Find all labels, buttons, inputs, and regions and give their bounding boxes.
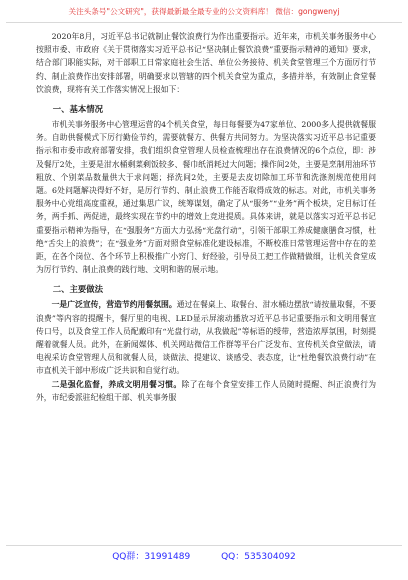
practice-lead-2: 二是强化监督，养成文明用餐习惯。 bbox=[51, 379, 182, 389]
practice-lead-1: 一是广泛宣传，营造节约用餐氛围。 bbox=[51, 300, 177, 310]
practice-text-2: 除了在每个食堂安排工作人员随时提醒、纠正浪费行为外，市纪委派驻纪检组干部、机关事务服 bbox=[36, 379, 376, 402]
section-heading-basic: 一、基本情况 bbox=[52, 104, 104, 115]
footer-divider bbox=[6, 545, 402, 546]
practice-text-1: 通过在餐桌上、取餐台、泔水桶边摆放“请按量取餐，不要浪费”等内容的提醒卡，餐厅里的电视、LED显示屏滚动播放习近平总书记重要指示和文明用餐宣传口号，以及食堂工作人员配戴印有“光盘行动，从我做起”等标语的绶带，营造浓厚氛围，时刻提醒着就餐人员。此外，在新闻媒体、机关网站微信工作群等平台广泛发布、宣传机关食堂做法，请电视采访食堂管理人员和就餐人员，谈做法、提建议、谈感受、表态度，让“杜绝餐饮浪费行动”在市直机关干部中形成广泛共识和自觉行动。 bbox=[36, 300, 377, 376]
intro-paragraph: 2020年8月，习近平总书记就制止餐饮浪费行为作出重要指示。近年来，市机关事务服务中心按照市委、市政府《关于贯彻落实习近平总书记“坚决制止餐饮浪费”重要指示精神的通知》要求，结合部门职能实际，对干部职工日常家庭社会生活、单位公务接待、机关食堂管理三个方面厉行节约、制止浪费作出安排部署，明确要求以管辖的四个机关食堂为重点，多措并举，有效制止食堂餐饮浪费，现将有关工作落实情况上报如下： bbox=[36, 32, 376, 94]
top-banner: 关注头条号"公文研究"，获得最新最全最专业的公文资料库！ 微信：gongwenyj bbox=[68, 7, 340, 16]
qq-contact: QQ：535304092 bbox=[221, 552, 296, 562]
header-divider bbox=[6, 22, 402, 23]
practice-paragraph-1 bbox=[36, 298, 376, 377]
basic-situation-paragraph: 市机关事务服务中心管理运营的4个机关食堂，每日每餐要为47家单位、2000多人提供就餐服务。自助供餐模式下厉行勤俭节约，需要就餐方、供餐方共同努力。为坚决落实习近平总书记重要指示和市委市政府部署安排，我们组织食堂管理人员检查梳理出存在浪费情况的6个点位，即：涉及餐厅2处，主要是泔水桶剩菜剩饭较多、餐巾纸消耗过大问题；操作间2处，主要是烹制用油环节粗放、个别菜品数量供大于求问题；择洗间2处，主要是去皮切除加工环节和洗涤剂规范使用问题。6处问题解决得好不好，是厉行节约、制止浪费工作能否取得成效的标志。对此，市机关事务服务中心党组高度重视，通过集思广议，统筹谋划，确定了从“服务”“业务”两个板块，定目标订任务，两手抓、两促进，最终实现在节约中的增效上竞进提质。具体来讲，就是以落实习近平总书记重要指示精神为指导，在“强服务”方面大力弘扬“光盘行动”，引领干部职工养成健康膳食习惯，杜绝“舌尖上的浪费”；在“强业务”方面对照食堂标准化建设标准，不断校准日常管理运营中存在的差距，在各个岗位、各个环节上积极推广小窍门、好经验，引导员工把工作做精做细，让机关食堂成为厉行节约、制止浪费的践行地、文明和谐的展示地。 bbox=[36, 120, 376, 275]
practice-paragraph-2 bbox=[36, 378, 376, 404]
qq-group: QQ群：31991489 bbox=[112, 552, 191, 562]
section-heading-practices: 二、主要做法 bbox=[52, 284, 104, 295]
document-body bbox=[36, 30, 376, 404]
footer bbox=[0, 550, 408, 564]
